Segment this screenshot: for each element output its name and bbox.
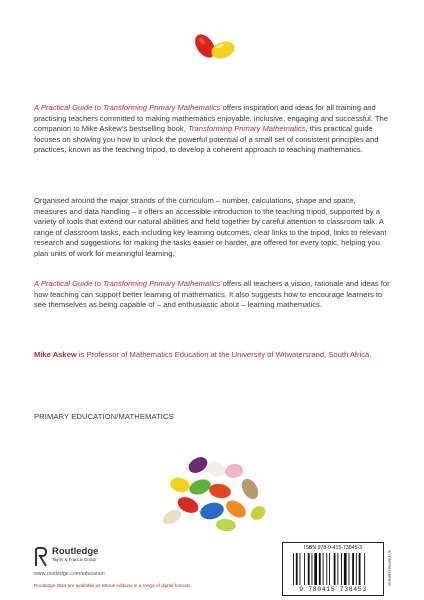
publisher-group: Taylor & Francis Group [52,557,96,562]
author-name: Mike Askew [34,350,77,359]
publisher-url: www.routledge.com/education [34,571,105,577]
author-bio [34,350,391,361]
description-paragraph-2 [34,196,391,260]
paragraph-text: , this practical guide focuses on showing you how to unlock the powerful potential of a small set of consistent principles and practices, known as the teaching tripod, to develop a coherent approach to teaching mathematics. [34,124,379,155]
ebook-footnote: Routledge titles are available as eBook editions in a range of digital formats [34,583,191,588]
author-description: is Professor of Mathematics Education at the University of Witwatersrand, South Africa. [76,350,372,359]
book-title: A Practical Guide to Transforming Primary Mathematics [34,279,221,288]
paragraph-text: Organised around the major strands of the curriculum – number, calculations, shape and space, measures and data handling – it offers an accessible introduction to the teaching tripod, supported by a variety of tools that extend our natural abilities and held together by careful attention to classroom talk. A range of classroom tasks, each including key learning outcomes, clear links to the tripod, links to relevant research and suggestions for making the tasks easier or harder, are offered for every topic, helping you plan units of work for meaningful learning. [34,196,387,258]
side-code [386,542,394,594]
routledge-logo-icon [34,547,48,567]
isbn-label: ISBN 978-0-415-73845-3 [304,545,362,551]
description-paragraph-1 [34,103,391,156]
paragraph-text: offers all teachers a vision, rationale and ideas for how teaching can support better learning of mathematics. It also suggests how to encourage learners to see themselves as being capable of – and enthusiastic about – learning mathematics. [34,279,390,310]
side-code-text: an informa business [387,550,393,586]
barcode-image [293,553,373,585]
publisher-name: Routledge [52,546,99,557]
barcode-box [282,542,384,596]
jelly-beans-top-image [185,28,245,66]
companion-title: Transforming Primary Mathematics [187,124,306,134]
barcode-number: 9 780415 738453 [299,586,367,593]
subject-category: PRIMARY EDUCATION/MATHEMATICS [34,412,174,421]
description-paragraph-3 [34,279,391,311]
paragraph-text: offers inspiration and ideas for all training and practising teachers committed to making mathematics enjoyable, inclusive, engaging and successful. The companion to Mike Askew’s bestselling book, [34,103,388,134]
jelly-beans-bottom-image [158,445,276,535]
book-title: A Practical Guide to Transforming Primary Mathematics [34,103,221,112]
